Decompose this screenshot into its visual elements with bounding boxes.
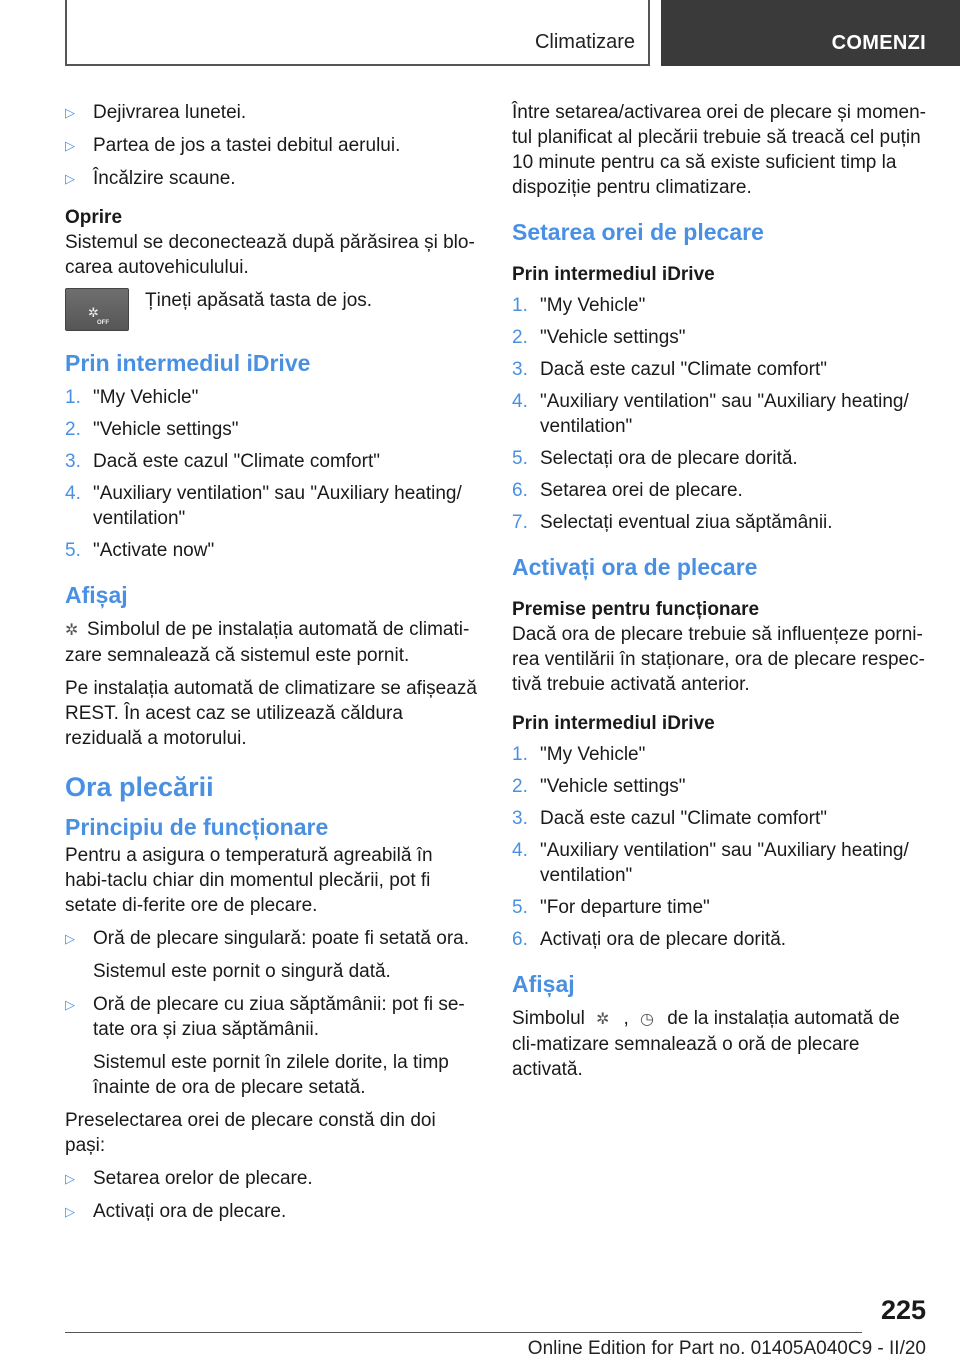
list-item: 3. Dacă este cazul "Climate comfort": [512, 808, 827, 829]
left-column: [65, 100, 479, 1232]
intro-text: Între setarea/activarea orei de plecare și momen-tul planificat al plecării trebuie să treacă cel puțin 10 minute pentru ca să existe suficient timp la dispoziție pentru climatizare.: [512, 102, 926, 198]
header-tab-label: COMENZI: [831, 32, 926, 54]
header-divider-left: [65, 0, 67, 66]
bullet-item: ▷ Partea de jos a tastei debitul aerului.: [65, 135, 401, 156]
list-item: 5. "Activate now": [65, 540, 215, 561]
right-column: [512, 100, 926, 1090]
fan-icon: ✲: [65, 622, 79, 639]
afisaj-text: ✲ Simbolul de pe instalația automată de climati-zare semnalează că sistemul este pornit.: [65, 619, 470, 666]
list-item: 3. Dacă este cazul "Climate comfort": [512, 359, 827, 380]
list-item: 2. "Vehicle settings": [65, 419, 239, 440]
bullet-item: ▷ Oră de plecare singulară: poate fi setată ora.: [65, 928, 470, 949]
fan-off-button-icon: [65, 288, 129, 331]
header-divider-mid: [648, 0, 650, 66]
bullet-triangle-icon: ▷: [65, 105, 75, 120]
list-item: 5. "For departure time": [512, 897, 710, 918]
fan-icon: ✲: [88, 305, 99, 320]
header-section-title: Climatizare: [534, 31, 635, 53]
bullet-item: ▷ Încălzire scaune.: [65, 168, 236, 189]
section-heading-activati: Activați ora de plecare: [512, 554, 758, 580]
section-heading-afisaj: Afișaj: [512, 971, 575, 997]
afisaj-rest-text: Pe instalația automată de climatizare se afișează REST. În acest caz se utilizează căldura reziduală a motorului.: [65, 678, 477, 749]
list-item: 5. Selectați ora de plecare dorită.: [512, 448, 798, 469]
subheading-idrive: Prin intermediul iDrive: [512, 264, 715, 285]
list-item: 7. Selectați eventual ziua săptămânii.: [512, 512, 833, 533]
afisaj-text: Simbolul ✲ , ◷ de la instalația automată de cli-matizare semnalează o oră de plecare activată.: [512, 1008, 900, 1080]
subheading-premise: Premise pentru funcționare: [512, 599, 760, 620]
list-item: 1. "My Vehicle": [512, 744, 646, 765]
header-tab: [661, 0, 960, 66]
bullet-subtext: Sistemul este pornit o singură dată.: [93, 961, 391, 982]
idrive-steps: [65, 385, 479, 563]
off-label-icon: OFF: [97, 320, 109, 326]
preselect-text: Preselectarea orei de plecare constă din doi pași:: [65, 1110, 436, 1156]
activati-steps: [512, 742, 926, 952]
bullet-triangle-icon: ▷: [65, 138, 75, 153]
principiu-text: Pentru a asigura o temperatură agreabilă în habi-taclu chiar din momentul plecării, pot fi setate di-ferite ore de plecare.: [65, 845, 433, 916]
list-item: 4. "Auxiliary ventilation" sau "Auxiliary heating/ ventilation": [512, 391, 909, 437]
fan-icon: ✲: [596, 1011, 610, 1028]
section-heading-afisaj: Afișaj: [65, 582, 128, 608]
list-item: 2. "Vehicle settings": [512, 776, 686, 797]
header-underline: [65, 64, 650, 66]
bullet-triangle-icon: ▷: [65, 997, 75, 1012]
section-heading-setarea: Setarea orei de plecare: [512, 219, 764, 245]
list-item: 1. "My Vehicle": [65, 387, 199, 408]
bullet-triangle-icon: ▷: [65, 1204, 75, 1219]
button-caption: Țineți apăsată tasta de jos.: [145, 290, 373, 311]
bullet-triangle-icon: ▷: [65, 1171, 75, 1186]
bullet-triangle-icon: ▷: [65, 171, 75, 186]
list-item: 1. "My Vehicle": [512, 295, 646, 316]
footer-divider: [65, 1332, 862, 1333]
oprire-heading: Oprire: [65, 207, 123, 228]
bullet-item: ▷ Dejivrarea lunetei.: [65, 102, 247, 123]
footer-edition: Online Edition for Part no. 01405A040C9 - II/20: [527, 1338, 926, 1359]
bullet-item: ▷ Setarea orelor de plecare.: [65, 1168, 313, 1189]
bullet-item: ▷ Oră de plecare cu ziua săptămânii: pot fi se-tate ora și ziua săptămânii.: [65, 994, 465, 1040]
list-item: 6. Setarea orei de plecare.: [512, 480, 743, 501]
section-heading-idrive: Prin intermediul iDrive: [65, 350, 311, 376]
oprire-text: Sistemul se deconectează după părăsirea și blo-carea autovehiculului.: [65, 232, 475, 278]
list-item: 4. "Auxiliary ventilation" sau "Auxiliary heating/ ventilation": [65, 483, 462, 529]
list-item: 2. "Vehicle settings": [512, 327, 686, 348]
list-item: 6. Activați ora de plecare dorită.: [512, 929, 787, 950]
page-number: 225: [880, 1295, 926, 1325]
subheading-idrive: Prin intermediul iDrive: [512, 713, 715, 734]
premise-text: Dacă ora de plecare trebuie să influențeze porni-rea ventilării în staționare, ora de plecare respec-tivă trebuie activată anterior.: [512, 624, 925, 695]
bullet-item: ▷ Activați ora de plecare.: [65, 1201, 287, 1222]
chapter-heading-ora-plecarii: Ora plecării: [65, 772, 214, 802]
list-item: 4. "Auxiliary ventilation" sau "Auxiliary heating/ ventilation": [512, 840, 909, 886]
bullet-triangle-icon: ▷: [65, 931, 75, 946]
section-heading-principiu: Principiu de funcționare: [65, 814, 329, 840]
setarea-steps: [512, 293, 926, 535]
list-item: 3. Dacă este cazul "Climate comfort": [65, 451, 380, 472]
button-hint: [65, 288, 479, 331]
clock-icon: ◷: [640, 1011, 654, 1028]
bullet-subtext: Sistemul este pornit în zilele dorite, la timp înainte de ora de plecare setată.: [93, 1052, 449, 1098]
